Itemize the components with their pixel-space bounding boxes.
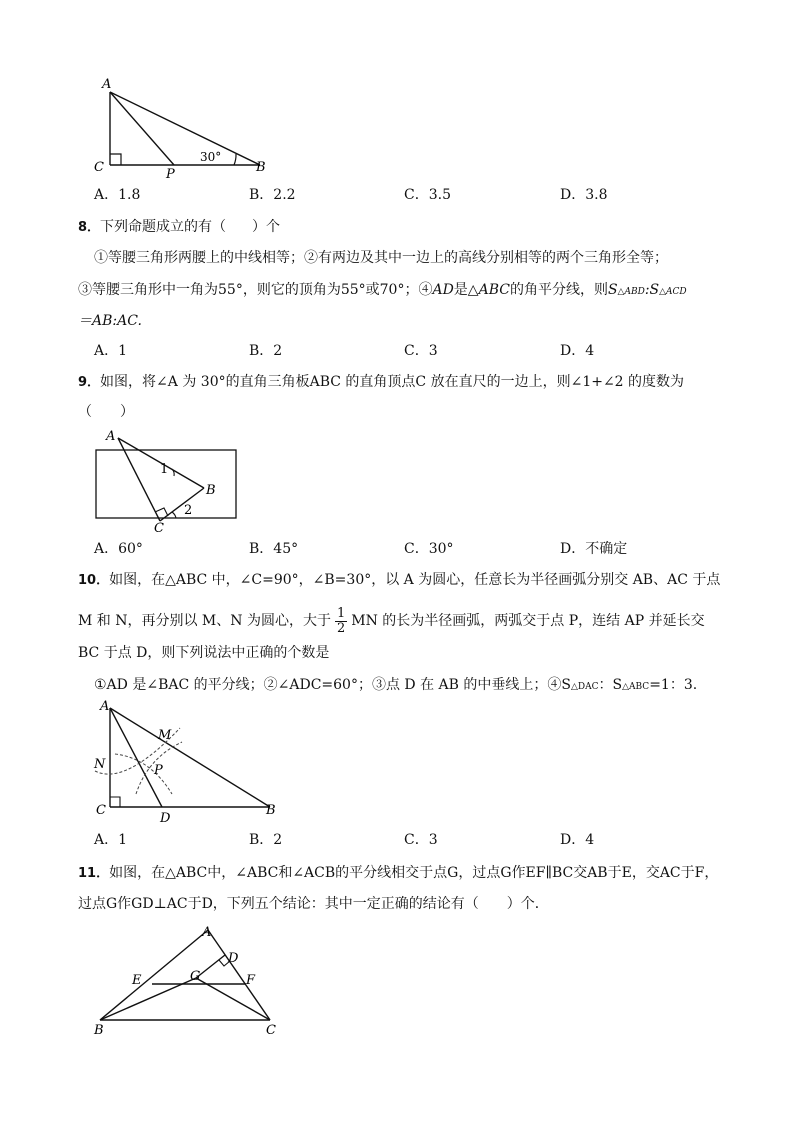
- label-c: C: [94, 160, 104, 175]
- q8-stem-a: 下列命题成立的有（: [100, 219, 227, 235]
- q9-option-b: B．45°: [249, 541, 299, 557]
- label-a: A: [100, 699, 110, 714]
- q8-line2-i: △ACD: [659, 287, 687, 297]
- q8-line1: ①等腰三角形两腰上的中线相等；②有两边及其中一边上的高线分别相等的两个三角形全等；: [94, 250, 668, 266]
- q8-line3: ＝AB:AC.: [78, 313, 142, 329]
- q9-number: 9．: [78, 375, 101, 390]
- q9-option-d: D．不确定: [560, 541, 628, 557]
- q10-line1-text: 如图，在△ABC 中，∠C=90°，∠B=30°，以 A 为圆心，任意长为半径画弧分别交 AB、AC 于点: [109, 572, 721, 588]
- q8-line2-d: ABC: [478, 282, 510, 298]
- label-p: P: [166, 167, 175, 182]
- q10-line4-d: △ABC: [622, 682, 650, 692]
- label-b: B: [266, 803, 276, 818]
- q10-line3: BC 于点 D，则下列说法中正确的个数是: [78, 645, 330, 661]
- q9-stem: [78, 373, 684, 392]
- label-n: N: [94, 757, 106, 772]
- q10-line2-b: MN 的长为半径画弧，两弧交于点 P，连结 AP 并延长交: [351, 613, 705, 629]
- q8-option-c: C．3: [404, 343, 438, 359]
- label-p: P: [154, 763, 163, 778]
- q10-option-a: A．1: [94, 832, 128, 848]
- label-f: F: [246, 973, 256, 988]
- q9-option-c: C．30°: [404, 541, 454, 557]
- angle-label: 30°: [200, 150, 222, 164]
- q8-option-d: D．4: [560, 343, 595, 359]
- label-g: G: [190, 969, 201, 984]
- q8-stem: [78, 218, 280, 237]
- q8-line2-g: △ABD: [617, 287, 645, 297]
- label-2: 2: [184, 503, 193, 518]
- label-a: A: [102, 77, 112, 92]
- q7-option-b: B．2.2: [249, 187, 296, 203]
- fraction-denominator: 2: [336, 620, 346, 636]
- q10-line2-a: M 和 N，再分别以 M、N 为圆心，大于: [78, 613, 331, 629]
- label-d: D: [228, 951, 239, 966]
- q10-line4-e: =1：3.: [649, 677, 698, 693]
- q10-line4-b: △DAC: [570, 682, 599, 692]
- q7-option-c: C．3.5: [404, 187, 451, 203]
- q10-line1: [78, 571, 720, 590]
- q7-option-a: A．1.8: [94, 187, 141, 203]
- q8-option-a: A．1: [94, 343, 128, 359]
- q8-stem-b: ）个: [252, 219, 281, 235]
- label-e: E: [132, 973, 142, 988]
- q8-line2-b: AD: [432, 282, 454, 298]
- label-c: C: [96, 803, 106, 818]
- figure-q11: [88, 922, 288, 1040]
- q11-line1: [78, 864, 718, 883]
- q8-line2: [78, 281, 687, 301]
- q11-line2: 过点G作GD⊥AC于D，下列五个结论：其中一定正确的结论有（ ）个．: [78, 896, 549, 912]
- q9-paren: （ ）: [78, 404, 134, 420]
- label-c: C: [154, 521, 164, 536]
- q10-line4-c: ：S: [598, 677, 623, 693]
- fraction-numerator: 1: [336, 605, 346, 621]
- q10-line2: [78, 604, 705, 638]
- label-b: B: [206, 483, 216, 498]
- q8-line2-h: :S: [644, 282, 660, 298]
- q10-line4: [94, 676, 697, 696]
- label-1: 1: [160, 462, 169, 477]
- label-a: A: [106, 429, 116, 444]
- q10-option-b: B．2: [249, 832, 283, 848]
- q8-line2-e: 的角平分线，则: [509, 282, 608, 298]
- fraction-half: [335, 607, 347, 636]
- q8-line2-f: S: [607, 282, 618, 298]
- q9-stem-text: 如图，将∠A 为 30°的直角三角板ABC 的直角顶点C 放在直尺的一边上，则∠1+∠2 的度数为: [100, 374, 685, 390]
- figure-q7: [84, 74, 274, 182]
- label-b: B: [256, 160, 266, 175]
- label-b: B: [94, 1023, 104, 1038]
- q7-option-d: D．3.8: [560, 187, 608, 203]
- q11-number: 11．: [78, 866, 110, 881]
- q8-line2-c: 是△: [453, 282, 479, 298]
- q10-number: 10．: [78, 573, 110, 588]
- q8-number: 8．: [78, 220, 101, 235]
- label-d: D: [160, 811, 171, 826]
- label-c: C: [266, 1023, 276, 1038]
- q8-line2-a: ③等腰三角形中一角为55°，则它的顶角为55°或70°；④: [78, 282, 433, 298]
- label-m: M: [158, 728, 172, 743]
- q8-option-b: B．2: [249, 343, 283, 359]
- figure-q10: [90, 698, 290, 828]
- q10-option-d: D．4: [560, 832, 595, 848]
- label-a: A: [202, 925, 212, 940]
- q10-line4-a: ①AD 是∠BAC 的平分线；②∠ADC=60°；③点 D 在 AB 的中垂线上；④S: [94, 677, 571, 693]
- figure-q9: [90, 428, 250, 536]
- q9-option-a: A．60°: [94, 541, 143, 557]
- q11-line1-text: 如图，在△ABC中，∠ABC和∠ACB的平分线相交于点G，过点G作EF∥BC交AB于E，交AC于F，: [109, 865, 719, 881]
- q10-option-c: C．3: [404, 832, 438, 848]
